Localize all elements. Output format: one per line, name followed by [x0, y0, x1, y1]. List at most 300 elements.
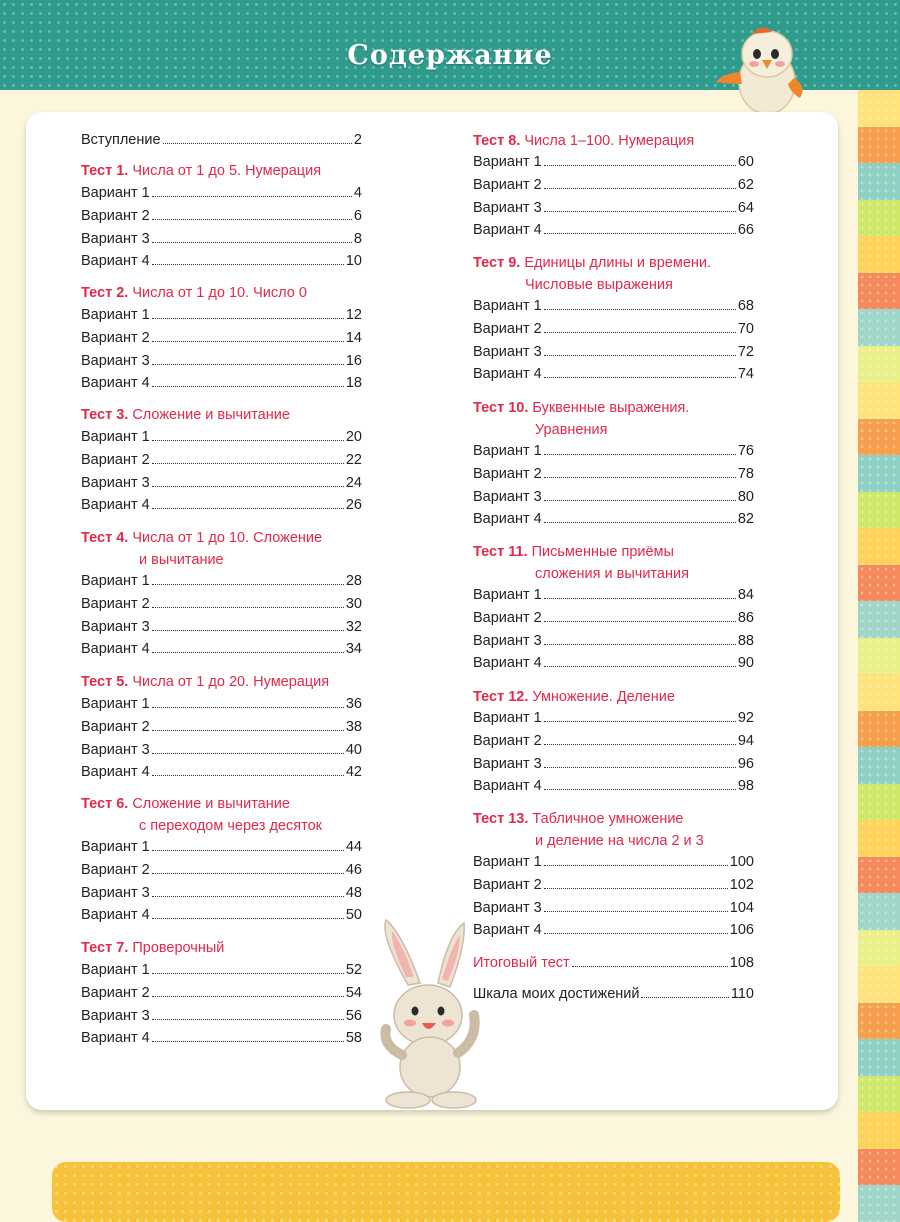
dot-leader [544, 232, 736, 234]
entry-label: Вариант 3 [81, 352, 150, 369]
contents-row [473, 953, 754, 973]
test-heading [81, 282, 362, 304]
dot-leader [152, 583, 344, 585]
test-title-text: Умножение. Деление [532, 689, 675, 705]
entry-label: Вариант 4 [473, 778, 542, 795]
page-title: Содержание [347, 40, 553, 71]
dot-leader [152, 972, 344, 974]
page-number: 102 [729, 876, 754, 893]
test-title-text: Числа от 1 до 20. Нумерация [132, 674, 330, 690]
contents-row [473, 776, 754, 796]
test-number: Тест 6. [81, 796, 129, 812]
page-number: 16 [345, 352, 362, 369]
entry-label: Вариант 1 [473, 710, 542, 726]
dot-leader [544, 354, 736, 356]
dot-leader [544, 743, 736, 745]
entry-label: Вариант 1 [81, 429, 150, 445]
entry-label: Вариант 3 [81, 741, 150, 758]
entry-label: Вариант 2 [81, 984, 150, 1001]
test-title-text: Числа 1–100. Нумерация [524, 133, 695, 149]
bunny-illustration [368, 915, 498, 1110]
entry-label: Шкала моих достижений [473, 986, 640, 1002]
dot-leader [544, 788, 736, 790]
test-heading [473, 130, 754, 152]
contents-row [473, 875, 754, 895]
contents-row [81, 594, 362, 614]
dot-leader [544, 887, 728, 889]
dot-leader [641, 996, 728, 998]
contents-row [473, 608, 754, 628]
entry-label: Вариант 4 [473, 222, 542, 239]
page-number: 46 [345, 861, 362, 878]
test-title-continuation: Уравнения [535, 422, 608, 438]
test-number: Тест 9. [473, 255, 521, 271]
page-number: 62 [737, 176, 754, 193]
stripe-cell [858, 127, 900, 164]
page-number: 82 [737, 511, 754, 528]
stripe-cell [858, 966, 900, 1003]
contents-row [473, 585, 754, 605]
stripe-cell [858, 273, 900, 310]
page-number: 94 [737, 732, 754, 749]
test-number: Тест 13. [473, 811, 529, 827]
test-title-text: Буквенные выражения. [532, 400, 690, 416]
dot-leader [544, 766, 736, 768]
stripe-cell [858, 601, 900, 638]
dot-leader [152, 317, 344, 319]
dot-leader [544, 665, 736, 667]
contents-row [81, 860, 362, 880]
stripe-cell [858, 1185, 900, 1222]
contents-row [81, 328, 362, 348]
entry-label: Вариант 3 [81, 884, 150, 901]
entry-label: Вариант 4 [81, 907, 150, 924]
test-number: Тест 11. [473, 544, 528, 560]
test-number: Тест 10. [473, 400, 529, 416]
page-number: 12 [345, 307, 362, 323]
entry-label: Вариант 1 [81, 185, 150, 201]
dot-leader [544, 164, 736, 166]
contents-row [473, 364, 754, 384]
entry-label: Вариант 2 [473, 176, 542, 193]
page-number: 28 [345, 573, 362, 589]
page-number: 84 [737, 587, 754, 603]
entry-label: Вариант 3 [473, 343, 542, 360]
page-number: 18 [345, 375, 362, 392]
dot-leader [152, 507, 344, 509]
page-number: 78 [737, 465, 754, 482]
stripe-cell [858, 163, 900, 200]
contents-row [81, 571, 362, 591]
dot-leader [572, 965, 728, 967]
dot-leader [152, 651, 344, 653]
stripe-cell [858, 1003, 900, 1040]
contents-row [473, 653, 754, 673]
entry-label: Вариант 1 [81, 696, 150, 712]
test-heading [81, 937, 362, 959]
dot-leader [544, 864, 728, 866]
test-number: Тест 8. [473, 133, 521, 149]
bird-illustration [712, 12, 808, 122]
test-number: Тест 1. [81, 163, 129, 179]
page-number: 100 [729, 854, 754, 870]
entry-label: Вариант 1 [81, 307, 150, 323]
page-number: 104 [729, 899, 754, 916]
entry-label: Вариант 4 [473, 922, 542, 939]
contents-row [81, 229, 362, 249]
page-number: 14 [345, 329, 362, 346]
stripe-cell [858, 820, 900, 857]
test-number: Тест 3. [81, 407, 129, 423]
page-number: 54 [345, 984, 362, 1001]
page-number: 92 [737, 710, 754, 726]
dot-leader [544, 597, 736, 599]
dot-leader [152, 872, 344, 874]
contents-row [473, 441, 754, 461]
test-heading [473, 686, 754, 708]
dot-leader [152, 606, 344, 608]
entry-label: Итоговый тест [473, 955, 570, 971]
dot-leader [544, 521, 736, 523]
stripe-cell [858, 309, 900, 346]
dot-leader [152, 241, 352, 243]
dot-leader [152, 917, 344, 919]
page-number: 26 [345, 497, 362, 514]
test-title-continuation: сложения и вычитания [535, 566, 689, 582]
test-number: Тест 7. [81, 940, 129, 956]
entry-label: Вариант 2 [473, 465, 542, 482]
dot-leader [544, 720, 736, 722]
dot-leader [544, 187, 736, 189]
contents-row [81, 617, 362, 637]
test-title-continuation: и вычитание [139, 552, 224, 568]
contents-row [81, 473, 362, 493]
contents-row [81, 883, 362, 903]
test-title-text: Табличное умножение [532, 811, 684, 827]
stripe-cell [858, 857, 900, 894]
dot-leader [544, 476, 736, 478]
stripe-cell [858, 674, 900, 711]
contents-row [81, 251, 362, 271]
test-heading [473, 541, 754, 585]
test-number: Тест 12. [473, 689, 529, 705]
entry-label: Вариант 3 [81, 618, 150, 635]
page-number: 52 [345, 962, 362, 978]
page-number: 72 [737, 343, 754, 360]
contents-row [81, 639, 362, 659]
contents-row [81, 694, 362, 714]
page-number: 56 [345, 1007, 362, 1024]
dot-leader [152, 195, 352, 197]
dot-leader [152, 752, 344, 754]
page-number: 68 [737, 298, 754, 314]
entry-label: Вариант 3 [473, 755, 542, 772]
contents-row [473, 852, 754, 872]
contents-row [473, 464, 754, 484]
page-number: 80 [737, 488, 754, 505]
dot-leader [152, 706, 344, 708]
page-number: 42 [345, 764, 362, 781]
page-number: 6 [353, 207, 362, 224]
page-number: 38 [345, 718, 362, 735]
contents-row [473, 342, 754, 362]
test-heading [81, 160, 362, 182]
stripe-cell [858, 528, 900, 565]
entry-label: Вариант 2 [81, 329, 150, 346]
page-number: 88 [737, 632, 754, 649]
contents-row [473, 731, 754, 751]
contents-row [81, 206, 362, 226]
contents-row [81, 130, 362, 150]
dot-leader [152, 849, 344, 851]
stripe-cell [858, 893, 900, 930]
page-number: 108 [729, 955, 754, 971]
entry-label: Вступление [81, 132, 161, 148]
decorative-stripe-border [858, 90, 900, 1200]
entry-label: Вариант 1 [473, 443, 542, 459]
page-number: 86 [737, 609, 754, 626]
contents-row [473, 487, 754, 507]
entry-label: Вариант 1 [473, 154, 542, 170]
contents-row [473, 898, 754, 918]
entry-label: Вариант 2 [473, 609, 542, 626]
test-title-text: Числа от 1 до 5. Нумерация [132, 163, 322, 179]
test-title-text: Сложение и вычитание [132, 407, 290, 423]
entry-label: Вариант 4 [81, 1030, 150, 1047]
stripe-cell [858, 346, 900, 383]
test-title-text: Числа от 1 до 10. Сложение [132, 530, 323, 546]
contents-row [473, 319, 754, 339]
contents-row [473, 631, 754, 651]
page-number: 98 [737, 778, 754, 795]
page-number: 32 [345, 618, 362, 635]
contents-row [81, 960, 362, 980]
dot-leader [152, 774, 344, 776]
dot-leader [152, 439, 344, 441]
stripe-cell [858, 747, 900, 784]
page-number: 10 [345, 253, 362, 270]
test-title-continuation: с переходом через десяток [139, 818, 322, 834]
contents-row [81, 1006, 362, 1026]
dot-leader [152, 340, 344, 342]
dot-leader [152, 729, 344, 731]
page-number: 4 [353, 185, 362, 201]
test-heading [81, 404, 362, 426]
entry-label: Вариант 2 [81, 595, 150, 612]
dot-leader [544, 620, 736, 622]
entry-label: Вариант 1 [81, 839, 150, 855]
page-number: 96 [737, 755, 754, 772]
stripe-cell [858, 638, 900, 675]
dot-leader [544, 331, 736, 333]
test-title-text: Числа от 1 до 10. Число 0 [132, 285, 307, 301]
page-number: 106 [729, 922, 754, 939]
test-number: Тест 2. [81, 285, 129, 301]
page-number: 70 [737, 320, 754, 337]
entry-label: Вариант 1 [473, 854, 542, 870]
entry-label: Вариант 4 [81, 253, 150, 270]
contents-row [81, 495, 362, 515]
page-number: 74 [737, 366, 754, 383]
test-heading [473, 808, 754, 852]
entry-label: Вариант 1 [473, 587, 542, 603]
page-number: 64 [737, 199, 754, 216]
contents-row [81, 740, 362, 760]
stripe-cell [858, 565, 900, 602]
entry-label: Вариант 3 [81, 230, 150, 247]
test-title-continuation: Числовые выражения [525, 277, 673, 293]
page-number: 34 [345, 641, 362, 658]
contents-row [81, 837, 362, 857]
dot-leader [152, 363, 344, 365]
contents-row [81, 905, 362, 925]
stripe-cell [858, 200, 900, 237]
page-number: 50 [345, 907, 362, 924]
test-heading [81, 793, 362, 837]
entry-label: Вариант 2 [81, 861, 150, 878]
entry-label: Вариант 4 [81, 375, 150, 392]
test-number: Тест 4. [81, 530, 129, 546]
stripe-cell [858, 1076, 900, 1113]
entry-label: Вариант 1 [81, 962, 150, 978]
page-number: 30 [345, 595, 362, 612]
entry-label: Вариант 1 [473, 298, 542, 314]
page-number: 22 [345, 451, 362, 468]
entry-label: Вариант 2 [81, 451, 150, 468]
stripe-cell [858, 930, 900, 967]
dot-leader [544, 376, 736, 378]
entry-label: Вариант 3 [81, 474, 150, 491]
contents-row [81, 450, 362, 470]
contents-row [473, 754, 754, 774]
contents-row [473, 175, 754, 195]
page-number: 44 [345, 839, 362, 855]
stripe-cell [858, 784, 900, 821]
contents-row [473, 152, 754, 172]
contents-row [473, 296, 754, 316]
page-number: 58 [345, 1030, 362, 1047]
dot-leader [152, 995, 344, 997]
stripe-cell [858, 382, 900, 419]
page-number: 90 [737, 655, 754, 672]
contents-row [473, 198, 754, 218]
entry-label: Вариант 4 [473, 511, 542, 528]
dot-leader [544, 643, 736, 645]
entry-label: Вариант 2 [473, 876, 542, 893]
stripe-cell [858, 90, 900, 127]
page-number: 48 [345, 884, 362, 901]
page-number: 66 [737, 222, 754, 239]
stripe-cell [858, 1039, 900, 1076]
dot-leader [163, 142, 352, 144]
entry-label: Вариант 4 [81, 497, 150, 514]
page-number: 110 [730, 986, 754, 1002]
entry-label: Вариант 3 [473, 199, 542, 216]
entry-label: Вариант 1 [81, 573, 150, 589]
page-number: 76 [737, 443, 754, 459]
contents-row [81, 1028, 362, 1048]
dot-leader [544, 308, 736, 310]
page-number: 20 [345, 429, 362, 445]
page-number: 8 [353, 230, 362, 247]
test-heading [473, 397, 754, 441]
test-title-text: Сложение и вычитание [132, 796, 290, 812]
stripe-cell [858, 236, 900, 273]
page-number: 40 [345, 741, 362, 758]
dot-leader [152, 385, 344, 387]
dot-leader [152, 462, 344, 464]
entry-label: Вариант 3 [473, 632, 542, 649]
stripe-cell [858, 1149, 900, 1186]
test-heading [81, 671, 362, 693]
contents-row [473, 708, 754, 728]
entry-label: Вариант 2 [473, 732, 542, 749]
dot-leader [544, 910, 728, 912]
entry-label: Вариант 4 [81, 641, 150, 658]
stripe-cell [858, 492, 900, 529]
entry-label: Вариант 3 [473, 488, 542, 505]
page-number: 24 [345, 474, 362, 491]
dot-leader [152, 629, 344, 631]
contents-row [81, 983, 362, 1003]
stripe-cell [858, 1112, 900, 1149]
test-heading [473, 252, 754, 296]
dot-leader [152, 1040, 344, 1042]
entry-label: Вариант 2 [81, 207, 150, 224]
dot-leader [544, 499, 736, 501]
bottom-decorative-bar [52, 1162, 840, 1222]
contents-row [81, 427, 362, 447]
contents-row [81, 183, 362, 203]
stripe-cell [858, 711, 900, 748]
entry-label: Вариант 3 [81, 1007, 150, 1024]
test-title-continuation: и деление на числа 2 и 3 [535, 833, 704, 849]
page-number: 2 [353, 132, 362, 148]
dot-leader [544, 210, 736, 212]
entry-label: Вариант 2 [81, 718, 150, 735]
test-heading [81, 527, 362, 571]
entry-label: Вариант 4 [473, 366, 542, 383]
contents-row [81, 305, 362, 325]
stripe-cell [858, 419, 900, 456]
dot-leader [544, 932, 728, 934]
contents-row [473, 220, 754, 240]
dot-leader [152, 485, 344, 487]
entry-label: Вариант 2 [473, 320, 542, 337]
contents-row [81, 351, 362, 371]
entry-label: Вариант 4 [473, 655, 542, 672]
dot-leader [152, 1018, 344, 1020]
dot-leader [544, 453, 736, 455]
contents-row [81, 373, 362, 393]
page-number: 60 [737, 154, 754, 170]
entry-label: Вариант 4 [81, 764, 150, 781]
dot-leader [152, 218, 352, 220]
contents-row [81, 717, 362, 737]
stripe-cell [858, 455, 900, 492]
contents-row [81, 762, 362, 782]
contents-row [473, 920, 754, 940]
contents-row [473, 509, 754, 529]
test-title-text: Проверочный [132, 940, 225, 956]
test-title-text: Единицы длины и времени. [524, 255, 712, 271]
dot-leader [152, 895, 344, 897]
test-title-text: Письменные приёмы [531, 544, 674, 560]
test-number: Тест 5. [81, 674, 129, 690]
contents-row [473, 984, 754, 1004]
page-number: 36 [345, 696, 362, 712]
dot-leader [152, 263, 344, 265]
